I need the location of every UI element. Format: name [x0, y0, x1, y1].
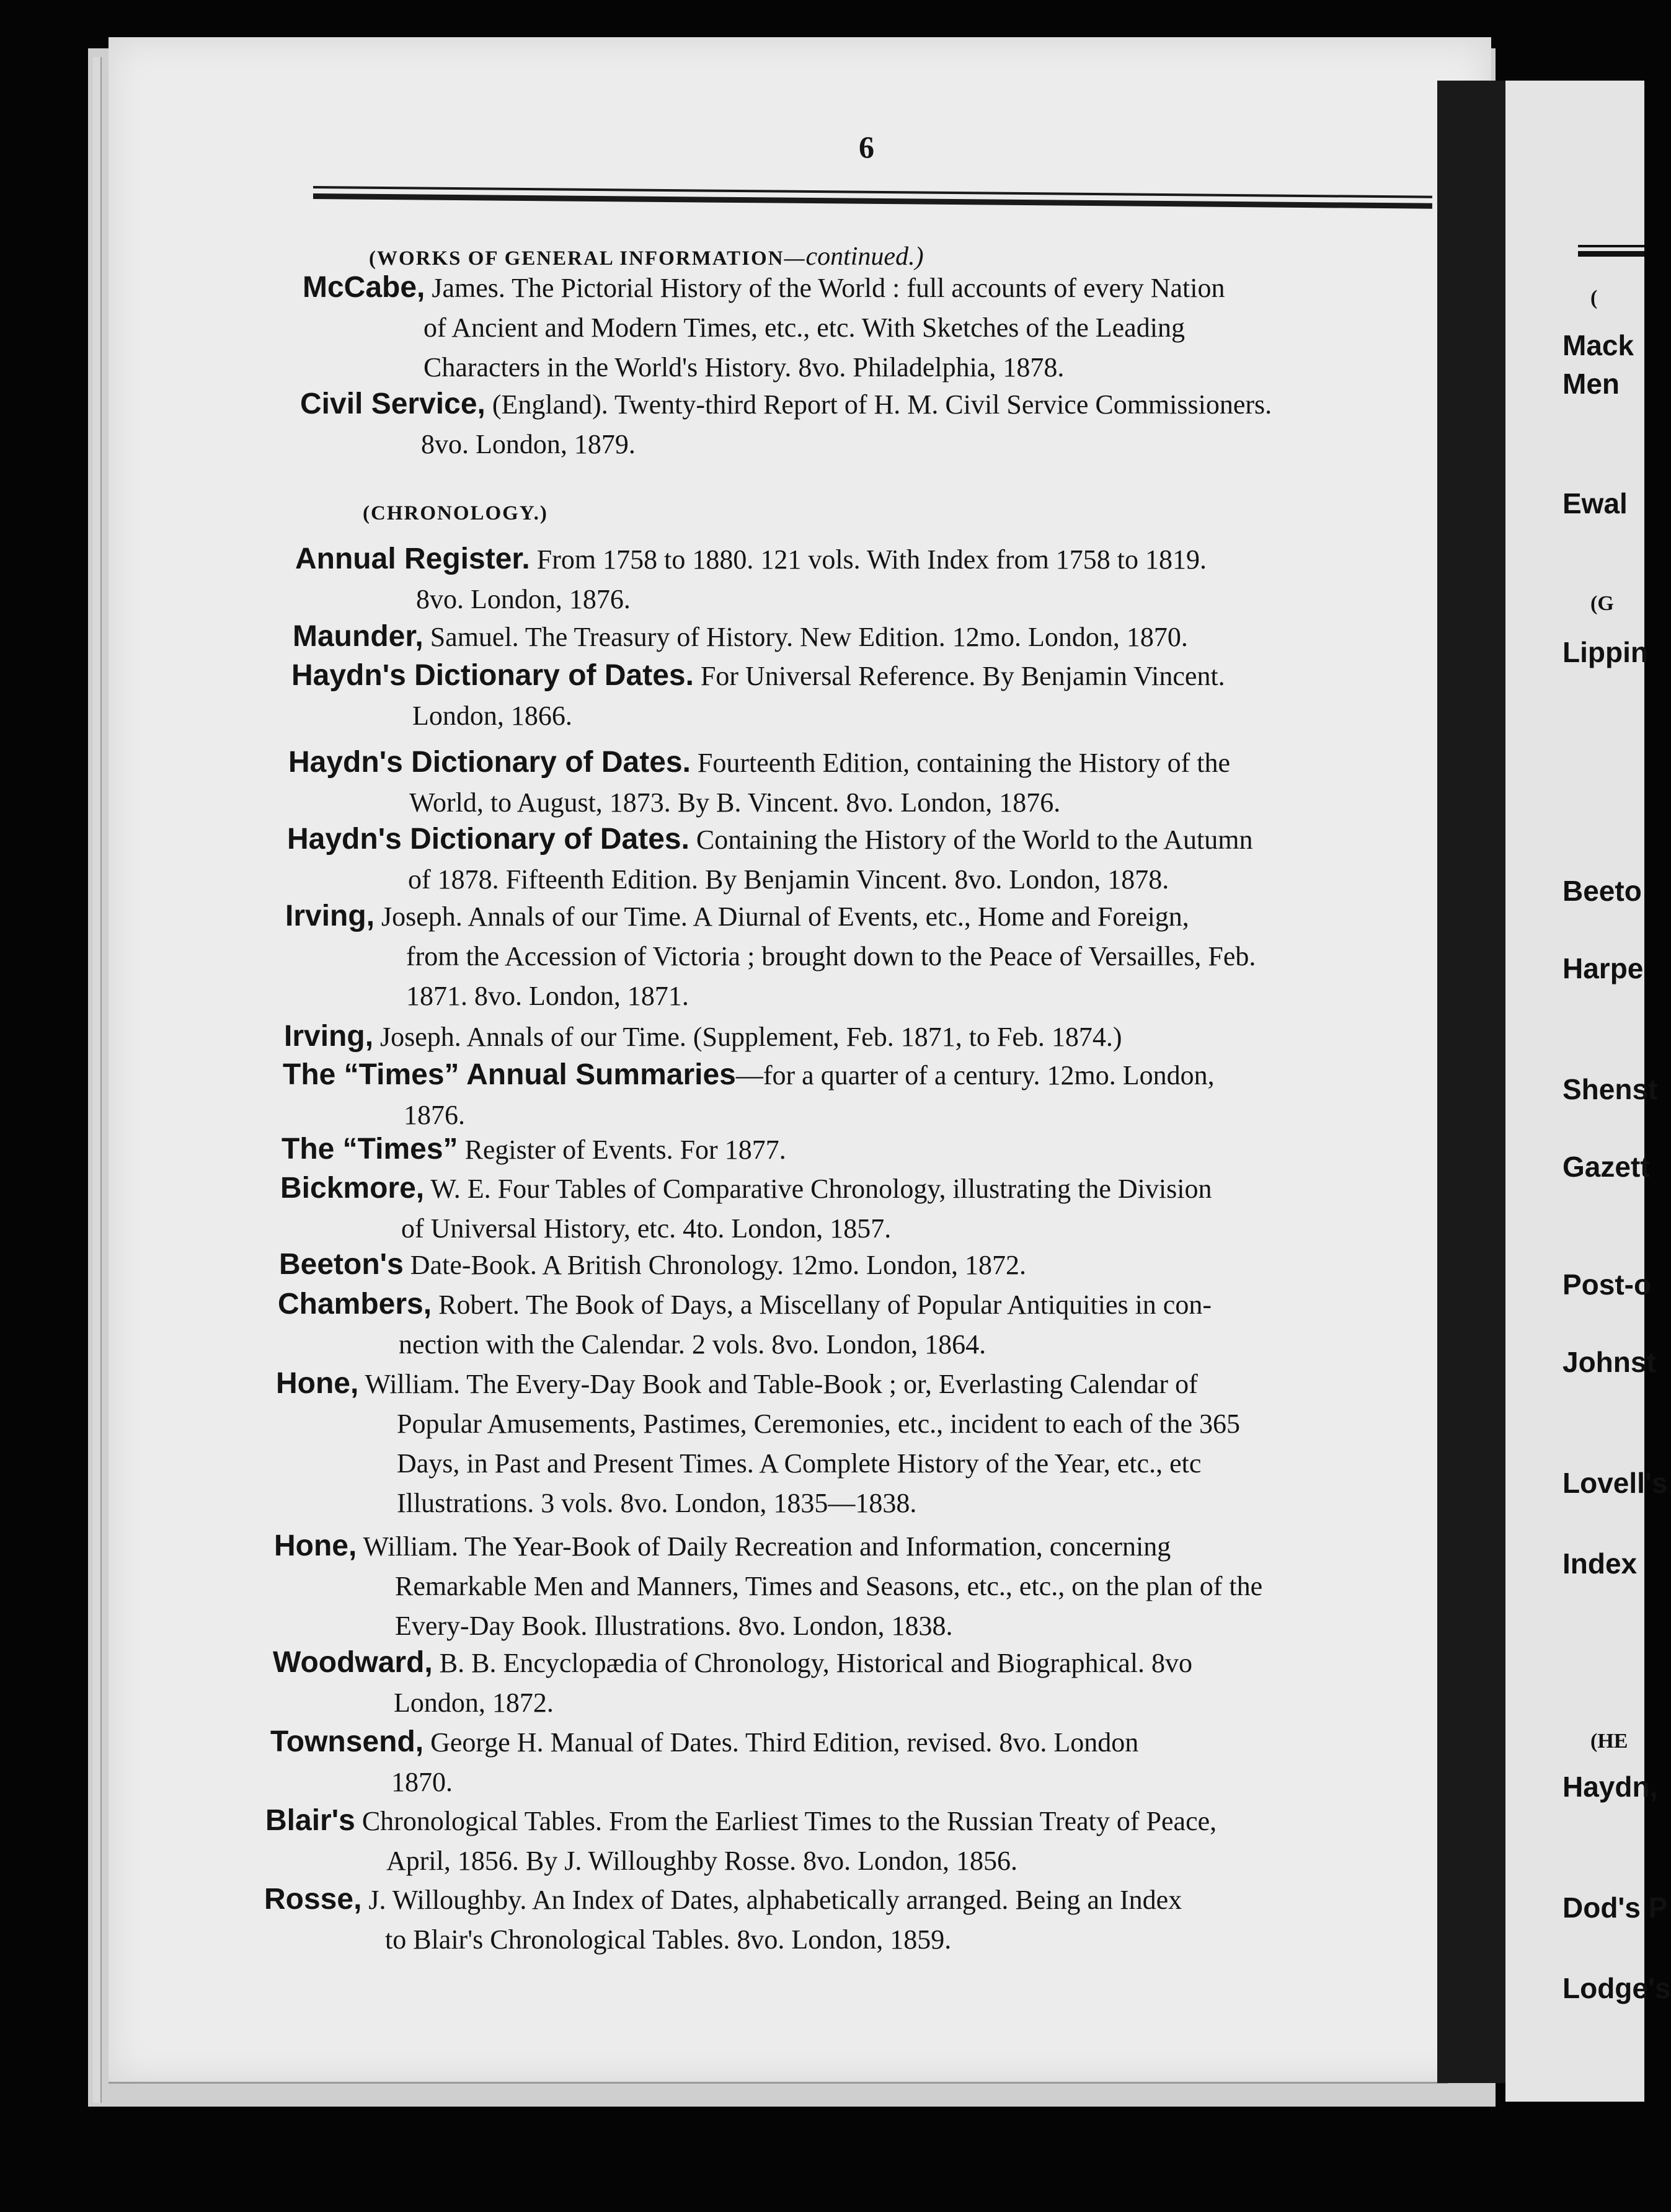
entry-line: Samuel. The Treasury of History. New Edition. 12mo. London, 1870.: [423, 622, 1188, 652]
entry-line: —for a quarter of a century. 12mo. London,: [735, 1060, 1215, 1091]
entry-blair: [265, 1801, 1217, 1881]
entry-rosse: [264, 1880, 1182, 1960]
section-heading-text: (WORKS OF GENERAL INFORMATION—: [369, 247, 806, 270]
entry-beeton-datebook: [279, 1245, 1026, 1285]
entry-headword: Irving,: [285, 900, 375, 932]
adjacent-paren: (: [1590, 286, 1598, 309]
entry-headword: The “Times” Annual Summaries: [283, 1058, 736, 1091]
entry-mccabe: [303, 268, 1225, 387]
adjacent-header-rule-thick: [1578, 251, 1644, 257]
entry-line: W. E. Four Tables of Comparative Chronology, illustrating the Division: [424, 1174, 1212, 1204]
entry-line: April, 1856. By J. Willoughby Rosse. 8vo. London, 1856.: [386, 1846, 1017, 1876]
section-heading-chronology: (CHRONOLOGY.): [363, 502, 548, 524]
entry-townsend: [270, 1722, 1138, 1802]
adjacent-word: Post-o: [1562, 1268, 1652, 1301]
entry-line: 8vo. London, 1876.: [416, 584, 631, 614]
entry-line: Characters in the World's History. 8vo. Philadelphia, 1878.: [423, 352, 1065, 383]
entry-woodward: [273, 1643, 1192, 1723]
adjacent-word: Ewal: [1562, 487, 1628, 520]
entry-times-annual-summaries: [283, 1055, 1215, 1135]
adjacent-header-rule-thin: [1578, 245, 1644, 247]
entry-headword: Chambers,: [278, 1288, 432, 1321]
entry-line: London, 1872.: [394, 1688, 554, 1718]
entry-line: Robert. The Book of Days, a Miscellany of Popular Antiquities in con-: [432, 1290, 1212, 1320]
entry-irving-supplement: [284, 1017, 1122, 1057]
adjacent-word: Gazett: [1562, 1151, 1650, 1183]
entry-line: of 1878. Fifteenth Edition. By Benjamin Vincent. 8vo. London, 1878.: [408, 864, 1169, 895]
section-heading-italic: continued.): [805, 242, 924, 271]
entry-line: Joseph. Annals of our Time. A Diurnal of Events, etc., Home and Foreign,: [375, 901, 1189, 932]
section-heading-continued: [369, 242, 924, 272]
adjacent-word: Haydn,: [1562, 1771, 1658, 1803]
entry-headword: Woodward,: [273, 1646, 433, 1679]
page-bottom-edge: [109, 2082, 1448, 2084]
entry-civil-service: [300, 384, 1272, 464]
entry-headword: Annual Register.: [295, 542, 530, 575]
entry-line: William. The Every-Day Book and Table-Book ; or, Everlasting Calendar of: [358, 1369, 1198, 1399]
entry-line: George H. Manual of Dates. Third Edition, revised. 8vo. London: [423, 1727, 1139, 1758]
entry-line: Popular Amusements, Pastimes, Ceremonies, etc., incident to each of the 365: [397, 1409, 1241, 1439]
entry-line: Date-Book. A British Chronology. 12mo. London, 1872.: [403, 1250, 1027, 1280]
entry-headword: Maunder,: [293, 620, 423, 653]
entry-line: Register of Events. For 1877.: [458, 1135, 786, 1165]
entry-times-register: [281, 1130, 786, 1170]
entry-line: 1870.: [391, 1767, 453, 1797]
entry-line: 1871. 8vo. London, 1871.: [406, 981, 689, 1011]
entry-line: nection with the Calendar. 2 vols. 8vo. London, 1864.: [399, 1329, 986, 1360]
entry-line: Remarkable Men and Manners, Times and Seasons, etc., etc., on the plan of the: [395, 1571, 1263, 1601]
book-gutter: [1437, 81, 1505, 2083]
entry-maunder: [293, 617, 1188, 657]
entry-line: Chronological Tables. From the Earliest Times to the Russian Treaty of Peace,: [355, 1806, 1217, 1836]
entry-line: Fourteenth Edition, containing the History of the: [690, 748, 1230, 778]
entry-line: from the Accession of Victoria ; brought down to the Peace of Versailles, Feb.: [406, 941, 1256, 971]
entry-chambers: [278, 1285, 1212, 1365]
entry-headword: Rosse,: [264, 1883, 362, 1916]
entry-line: B. B. Encyclopædia of Chronology, Historical and Biographical. 8vo: [432, 1648, 1193, 1678]
entry-headword: The “Times”: [281, 1133, 458, 1166]
entry-line: (England). Twenty-third Report of H. M. Civil Service Commissioners.: [485, 389, 1272, 420]
adjacent-word: Beeto: [1562, 875, 1642, 907]
entry-line: Joseph. Annals of our Time. (Supplement, Feb. 1871, to Feb. 1874.): [373, 1022, 1122, 1052]
entry-line: William. The Year-Book of Daily Recreation and Information, concerning: [357, 1531, 1171, 1562]
adjacent-word: Men: [1562, 368, 1620, 400]
entry-line: 1876.: [404, 1100, 465, 1130]
entry-headword: Haydn's Dictionary of Dates.: [288, 746, 691, 779]
adjacent-word: Harpe: [1562, 952, 1644, 984]
entry-line: London, 1866.: [412, 701, 572, 731]
entry-line: 8vo. London, 1879.: [421, 429, 636, 459]
entry-headword: Townsend,: [270, 1725, 424, 1758]
entry-headword: Bickmore,: [280, 1172, 425, 1205]
adjacent-word: Dod's P: [1562, 1891, 1668, 1924]
adjacent-paren: (HE: [1590, 1730, 1628, 1753]
entry-haydn-1878: [287, 820, 1253, 900]
adjacent-word: Johnst: [1562, 1346, 1656, 1378]
entry-line: Every-Day Book. Illustrations. 8vo. London, 1838.: [395, 1611, 953, 1641]
entry-headword: Beeton's: [279, 1248, 404, 1281]
adjacent-paren: (G: [1590, 592, 1614, 615]
entry-headword: Hone,: [276, 1367, 359, 1400]
entry-line: of Universal History, etc. 4to. London, 1857.: [401, 1213, 892, 1244]
entry-haydn-1876: [288, 743, 1230, 823]
entry-headword: Hone,: [274, 1529, 357, 1562]
adjacent-word: Lodge's: [1562, 1972, 1671, 2004]
entry-headword: Blair's: [265, 1804, 355, 1837]
entry-headword: Haydn's Dictionary of Dates.: [291, 659, 694, 692]
entry-bickmore: [280, 1169, 1212, 1249]
page-edge-line: [93, 57, 102, 2103]
entry-haydn-1866: [291, 656, 1225, 736]
entry-line: James. The Pictorial History of the World : full accounts of every Nation: [425, 273, 1225, 303]
entry-annual-register: [295, 539, 1207, 619]
entry-line: to Blair's Chronological Tables. 8vo. London, 1859.: [385, 1924, 952, 1955]
entry-headword: McCabe,: [303, 271, 425, 304]
entry-line: World, to August, 1873. By B. Vincent. 8vo. London, 1876.: [409, 787, 1061, 818]
entry-line: J. Willoughby. An Index of Dates, alphabetically arranged. Being an Index: [361, 1885, 1182, 1915]
entry-headword: Civil Service,: [300, 387, 485, 420]
adjacent-word: Lippin: [1562, 636, 1648, 668]
entry-irving-1871: [285, 896, 1256, 1016]
entry-line: For Universal Reference. By Benjamin Vincent.: [693, 661, 1225, 691]
entry-line: Containing the History of the World to the Autumn: [689, 825, 1253, 855]
page-number: 6: [859, 130, 874, 164]
entry-headword: Irving,: [284, 1020, 374, 1053]
entry-hone-yearbook: [274, 1526, 1262, 1646]
adjacent-word: Shenst: [1562, 1073, 1658, 1105]
adjacent-word: Mack: [1562, 329, 1634, 361]
entry-line: From 1758 to 1880. 121 vols. With Index from 1758 to 1819.: [530, 544, 1207, 575]
entry-headword: Haydn's Dictionary of Dates.: [287, 823, 689, 856]
entry-line: Illustrations. 3 vols. 8vo. London, 1835—1838.: [397, 1488, 917, 1518]
entry-line: Days, in Past and Present Times. A Complete History of the Year, etc., etc: [397, 1448, 1202, 1479]
adjacent-word: Lovell's: [1562, 1467, 1668, 1499]
entry-hone-everyday: [276, 1364, 1240, 1523]
adjacent-word: Index: [1562, 1547, 1638, 1580]
entry-line: of Ancient and Modern Times, etc., etc. With Sketches of the Leading: [423, 312, 1185, 343]
